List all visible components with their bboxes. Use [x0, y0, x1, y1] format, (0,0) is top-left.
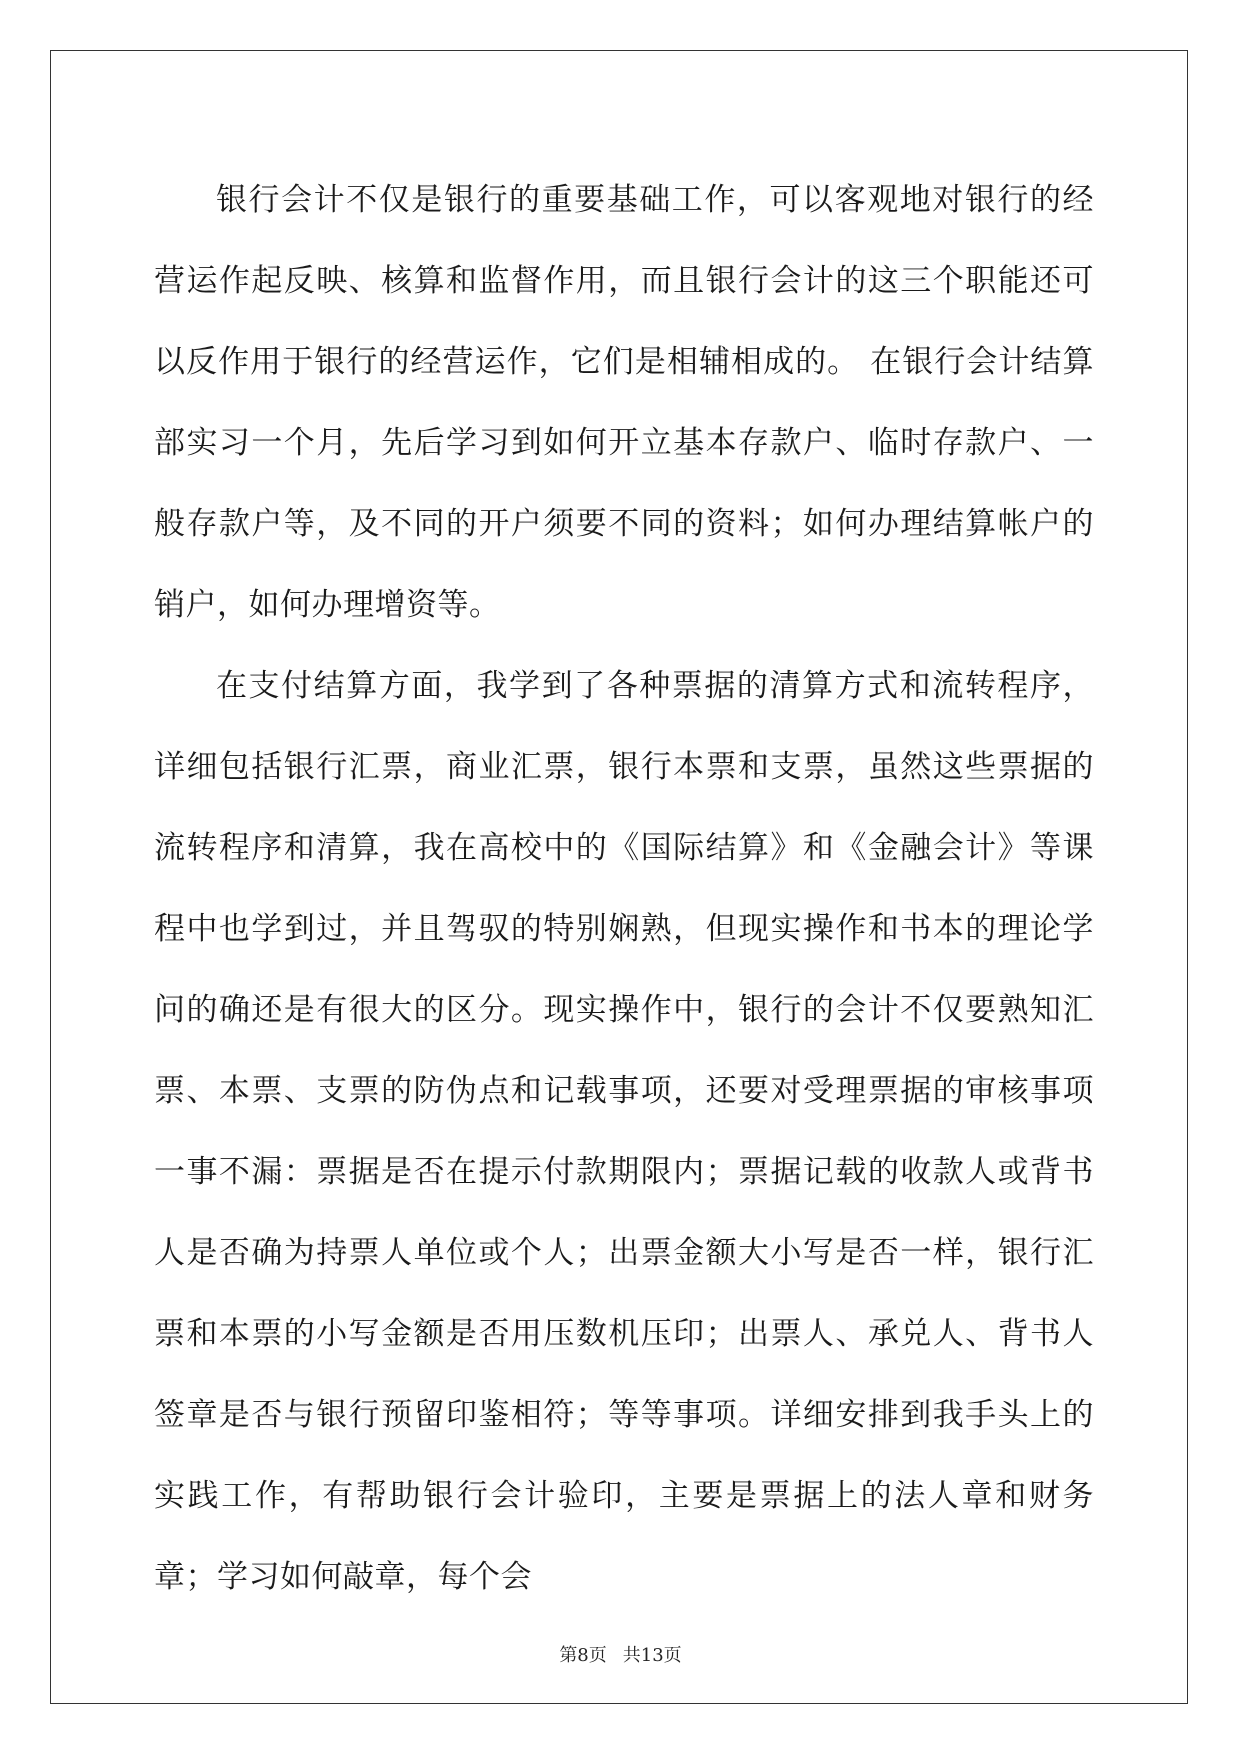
page-footer: [0, 1641, 1241, 1667]
page-total: 共13页: [622, 1645, 682, 1666]
paragraph-1: 银行会计不仅是银行的重要基础工作，可以客观地对银行的经营运作起反映、核算和监督作用，而且银行会计的这三个职能还可以反作用于银行的经营运作，它们是相辅相成的。 在银行会计结算部实习一个月，先后学习到如何开立基本存款户、临时存款户、一般存款户等，及不同的开户须要不同的资料；如何办理结算帐户的销户，如何办理增资等。: [154, 182, 1094, 623]
document-body: [154, 160, 1094, 1618]
paragraph-2: 在支付结算方面，我学到了各种票据的清算方式和流转程序，详细包括银行汇票，商业汇票，银行本票和支票，虽然这些票据的流转程序和清算，我在高校中的《国际结算》和《金融会计》等课程中也学到过，并且驾驭的特别娴熟，但现实操作和书本的理论学问的确还是有很大的区分。现实操作中，银行的会计不仅要熟知汇票、本票、支票的防伪点和记载事项，还要对受理票据的审核事项一事不漏：票据是否在提示付款期限内；票据记载的收款人或背书人是否确为持票人单位或个人；出票金额大小写是否一样，银行汇票和本票的小写金额是否用压数机压印；出票人、承兑人、背书人签章是否与银行预留印鉴相符；等等事项。详细安排到我手头上的实践工作，有帮助银行会计验印，主要是票据上的法人章和财务章；学习如何敲章，每个会: [154, 668, 1094, 1595]
page-number: 第8页: [559, 1645, 607, 1666]
